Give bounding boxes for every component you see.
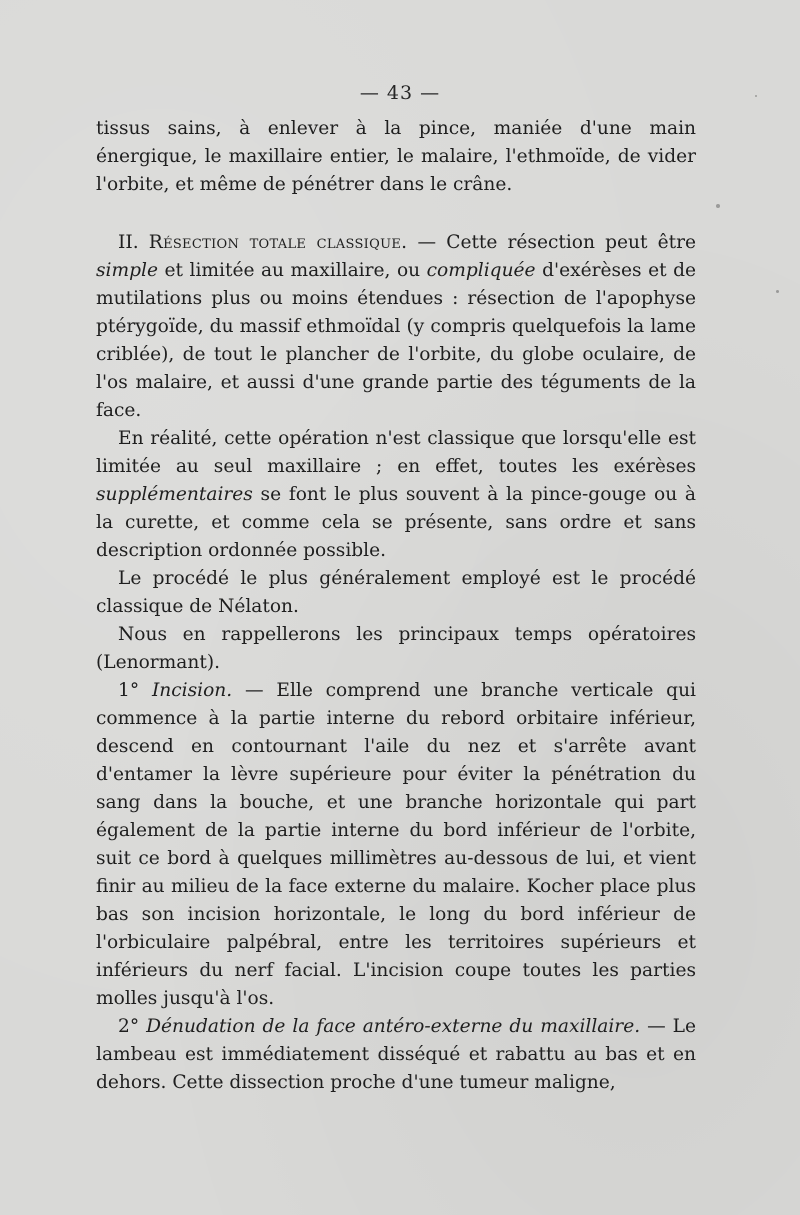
continuation-block [96, 115, 696, 199]
step-2-text: Le lambeau est immédiatement disséqué et rabattu au bas et en dehors. Cette dissection proche d'une tumeur maligne, [96, 1016, 696, 1093]
section-ii-number: II. [118, 232, 139, 253]
paper-speck [776, 290, 779, 293]
step-2-paragraph [96, 1013, 696, 1097]
section-ii-block [96, 229, 696, 1097]
realite-italic: supplémentaires [96, 484, 253, 505]
step-1-paragraph [96, 677, 696, 1013]
step-1-text: Elle comprend une branche verticale qui commence à la partie interne du rebord orbitaire inférieur, descend en contournant l'aile du nez et s'arrête avant d'entamer la lèvre supérieure pour éviter la pénétration du sang dans la bouche, et une branche horizontale qui part également de la partie interne du bord inférieur de l'orbite, suit ce bord à quelques millimètres au-dessous de lui, et vient finir au milieu de la face externe du malaire. Kocher place plus bas son incision horizontale, le long du bord inférieur de l'orbiculaire palpébral, entre les territoires supérieurs et inférieurs du nerf facial. L'incision coupe toutes les parties molles jusqu'à l'os. [96, 680, 696, 1009]
paragraph-procede: Le procédé le plus généralement employé est le procédé classique de Nélaton. [96, 568, 696, 617]
step-2-title: Dénudation de la face antéro-externe du maxillaire. [146, 1016, 641, 1037]
section-ii-text-2: et limitée au maxillaire, ou [157, 260, 427, 281]
step-2-number: 2° [118, 1016, 140, 1037]
step-2-dash: — [640, 1016, 673, 1037]
paper-speck [755, 95, 757, 97]
paragraph-temps: Nous en rappellerons les principaux temps opératoires (Lenormant). [96, 624, 696, 673]
section-ii-heading: Résection totale classique. [148, 232, 408, 253]
section-ii-dash: — [407, 232, 447, 253]
realite-text-1: En réalité, cette opération n'est classique que lorsqu'elle est limitée au seul maxillaire ; en effet, toutes les exérèses [96, 428, 696, 477]
section-ii-paragraph [96, 229, 696, 425]
step-1-dash: — [232, 680, 277, 701]
section-ii-text-3: d'exérèses et de mutilations plus ou moins étendues : résection de l'apophyse ptérygoïde, du massif ethmoïdal (y compris quelquefois la lame criblée), de tout le plancher de l'orbite, du globe oculaire, de l'os malaire, et aussi d'une grande partie des téguments de la face. [96, 260, 696, 421]
step-1-number: 1° [118, 680, 140, 701]
realite-text-2: se font le plus souvent à la pince-gouge ou à la curette, et comme cela se présente, sans ordre et sans description ordonnée possible. [96, 484, 696, 561]
step-1-title: Incision. [151, 680, 233, 701]
section-ii-simple: simple [96, 260, 158, 281]
section-ii-compliquee: compliquée [426, 260, 536, 281]
paragraph-realite [96, 425, 696, 565]
paper-speck [716, 204, 720, 208]
page-number: — 43 — [359, 82, 441, 104]
continuation-paragraph: tissus sains, à enlever à la pince, maniée d'une main énergique, le maxillaire entier, le malaire, l'ethmoïde, de vider l'orbite, et même de pénétrer dans le crâne. [96, 118, 696, 195]
section-ii-text-1: Cette résection peut être [446, 232, 696, 253]
